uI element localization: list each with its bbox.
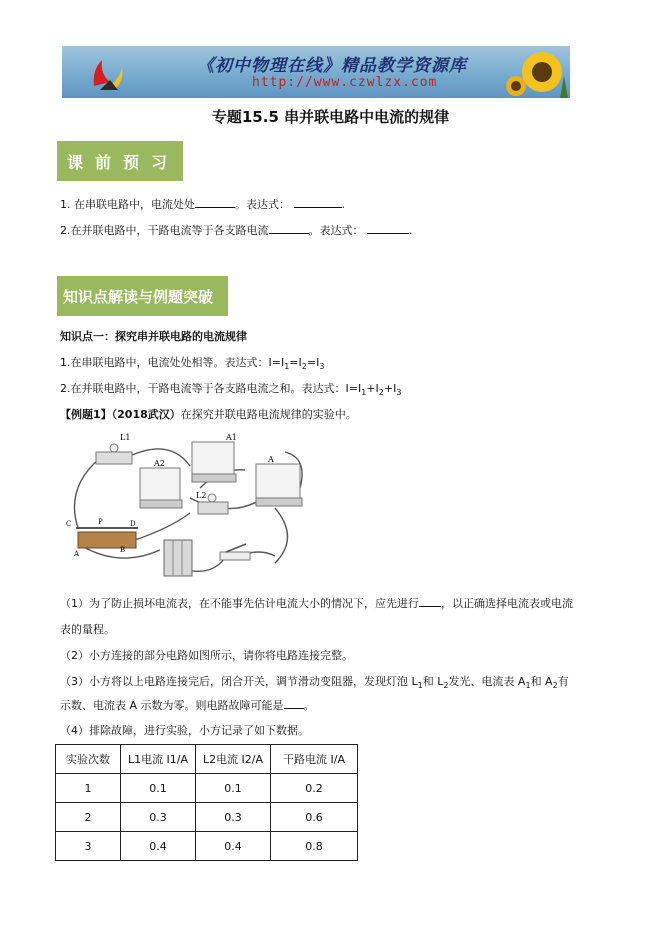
- knowledge-l1-text: 1.在串联电路中，电流处处相等。表达式：I=I: [60, 356, 285, 369]
- subscript: 3: [319, 362, 325, 372]
- preview-q1-end: .: [341, 198, 345, 211]
- example-tag: 【例题1】（2018武汉）: [60, 408, 181, 421]
- answer-blank: [294, 197, 342, 208]
- answer-blank: [419, 596, 441, 607]
- label-d: D: [130, 520, 136, 528]
- rheostat: [78, 532, 136, 548]
- question-1-text-b: ，以正确选择电流表或电流: [441, 597, 573, 610]
- knowledge-line-1: [60, 354, 324, 371]
- label-l2: L2: [196, 491, 207, 500]
- question-3-text-f: 示数、电流表 A 示数为零。则电路故障可能是: [60, 699, 284, 712]
- label-l1: L1: [120, 433, 131, 442]
- question-1-cont: 表的量程。: [60, 623, 115, 636]
- answer-blank: [269, 223, 309, 234]
- answer-blank: [195, 197, 235, 208]
- label-c: C: [66, 520, 72, 528]
- knowledge-l2-text-c: +I: [383, 382, 397, 395]
- preview-q2-text: 2.在并联电路中，干路电流等于各支路电流: [60, 224, 269, 237]
- sunflower-icon: [502, 46, 570, 98]
- table-cell: 0.1: [121, 774, 196, 803]
- header-banner: [62, 46, 570, 98]
- table-row: [56, 774, 358, 803]
- subscript: 2: [378, 388, 384, 398]
- ammeter-a2: [140, 468, 180, 502]
- table-cell: 0.4: [196, 832, 271, 861]
- subscript: 1: [284, 362, 290, 372]
- section-heading-preview: 课前预习: [57, 141, 183, 181]
- ammeter-a: [256, 464, 300, 500]
- table-cell: 0.3: [121, 803, 196, 832]
- table-header: L2电流 I2/A: [196, 745, 271, 774]
- page-title: 专题15.5 串并联电路中电流的规律: [211, 108, 450, 126]
- label-a2: A2: [154, 459, 165, 468]
- table-cell: 2: [56, 803, 121, 832]
- table-header: L1电流 I1/A: [121, 745, 196, 774]
- example-line: [60, 406, 357, 422]
- subscript: 2: [301, 362, 307, 372]
- table-cell: 0.3: [196, 803, 271, 832]
- table-header: 实验次数: [56, 745, 121, 774]
- question-1: [60, 595, 573, 611]
- table-cell: 0.8: [271, 832, 358, 861]
- question-3-text-g: 。: [303, 699, 315, 712]
- preview-q1-expr: 。表达式：: [235, 198, 290, 211]
- circuit-diagram: [60, 428, 310, 578]
- subscript: 1: [417, 681, 423, 691]
- ammeter-a1: [192, 442, 234, 476]
- battery-pack: [164, 540, 192, 576]
- table-cell: 0.4: [121, 832, 196, 861]
- question-4: （4）排除故障，进行实验，小方记录了如下数据。: [60, 724, 309, 737]
- question-3-text-e: 有: [557, 675, 569, 688]
- preview-line-2: [60, 222, 413, 238]
- label-a-end: A: [74, 550, 80, 558]
- table-row: [56, 832, 358, 861]
- knowledge-l1-text-b: =I: [289, 356, 302, 369]
- section-heading-knowledge: 知识点解读与例题突破: [57, 276, 228, 316]
- knowledge-point-title: 知识点一：探究串并联电路的电流规律: [60, 330, 247, 343]
- table-cell: 1: [56, 774, 121, 803]
- subscript: 2: [443, 681, 449, 691]
- banner-title: 《初中物理在线》精品教学资源库: [197, 56, 467, 76]
- example-text: 在探究并联电路电流规律的实验中。: [180, 408, 357, 421]
- data-table: [55, 744, 358, 861]
- table-header-row: [56, 745, 358, 774]
- question-3-cont: [60, 697, 315, 713]
- question-3-text-d: 和 A: [530, 675, 553, 688]
- preview-q2-expr: 。表达式：: [308, 224, 364, 237]
- label-p: P: [98, 518, 103, 526]
- banner-url: http://www.czwlzx.com: [252, 75, 438, 90]
- label-a: A: [268, 455, 274, 464]
- question-3-text-b: 和 L: [422, 675, 444, 688]
- table-cell: 3: [56, 832, 121, 861]
- subscript: 2: [552, 681, 558, 691]
- knowledge-line-2: [60, 380, 401, 397]
- label-b-end: B: [120, 546, 126, 554]
- knowledge-l1-text-c: =I: [306, 356, 320, 369]
- question-3: [60, 673, 569, 690]
- preview-line-1: [60, 196, 345, 212]
- subscript: 3: [396, 388, 402, 398]
- question-2: （2）小方连接的部分电路如图所示，请你将电路连接完整。: [60, 649, 353, 662]
- preview-q1-text: 1. 在串联电路中，电流处处: [60, 198, 195, 211]
- question-3-text: （3）小方将以上电路连接完后，闭合开关，调节滑动变阻器，发现灯泡 L: [60, 675, 418, 688]
- preview-q2-end: .: [409, 224, 413, 237]
- knowledge-l2-text-b: +I: [366, 382, 379, 395]
- table-header: 干路电流 I/A: [271, 745, 358, 774]
- subscript: 1: [361, 388, 367, 398]
- answer-blank: [284, 698, 304, 709]
- question-3-text-c: 发光、电流表 A: [448, 675, 526, 688]
- knowledge-l2-text: 2.在并联电路中，干路电流等于各支路电流之和。表达式：I=I: [60, 382, 362, 395]
- logo-icon: [88, 52, 128, 94]
- subscript: 1: [525, 681, 531, 691]
- table-cell: 0.6: [271, 803, 358, 832]
- table-cell: 0.2: [271, 774, 358, 803]
- switch: [220, 552, 250, 560]
- table-cell: 0.1: [196, 774, 271, 803]
- lamp-l2: [198, 502, 228, 514]
- lamp-l1: [96, 452, 132, 464]
- label-a1: A1: [226, 433, 237, 442]
- question-1-text: （1）为了防止损坏电流表，在不能事先估计电流大小的情况下，应先进行: [60, 597, 419, 610]
- table-row: [56, 803, 358, 832]
- answer-blank: [367, 223, 409, 234]
